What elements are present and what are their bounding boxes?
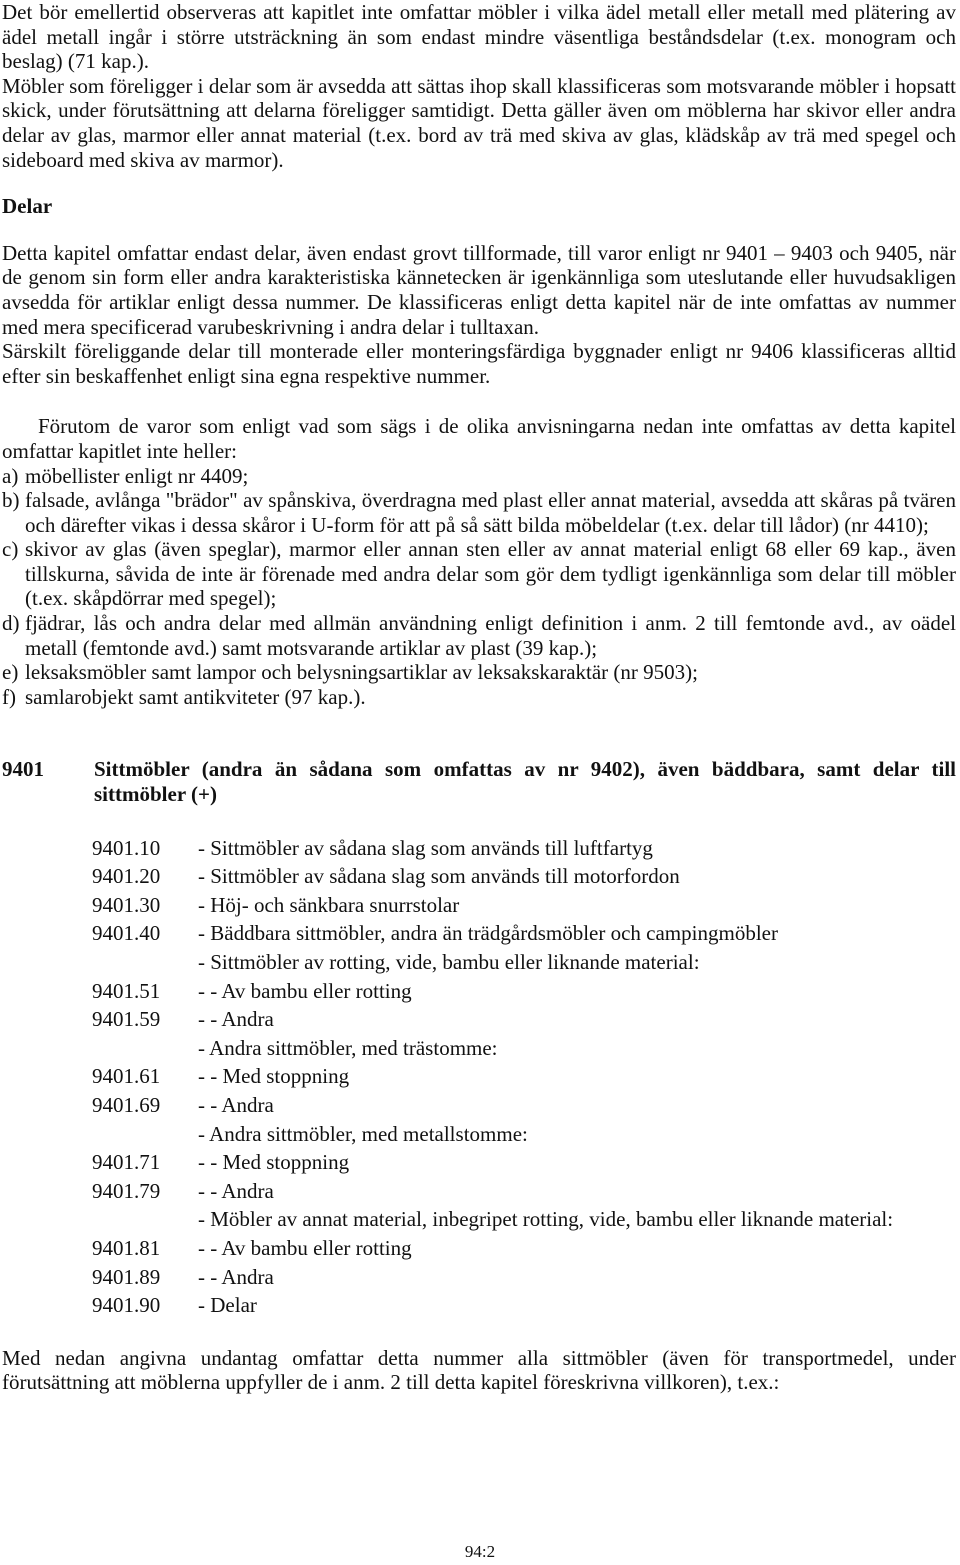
code-number: 9401.89 <box>92 1264 161 1289</box>
code-number: 9401.90 <box>92 1293 161 1318</box>
list-item <box>2 537 956 611</box>
code-number: 9401.69 <box>92 1092 161 1117</box>
code-description: - Sittmöbler av sådana slag som används till motorfordon <box>198 864 680 889</box>
code-row <box>92 1062 956 1091</box>
list-letter: c) <box>2 537 19 562</box>
code-row <box>92 948 956 977</box>
document-page <box>2 0 956 1395</box>
code-number: 9401.71 <box>92 1150 161 1175</box>
intro-paragraph-1: Det bör emellertid observeras att kapitlet inte omfattar möbler i vilka ädel metall eller metall med plätering av ädel metall ingår i större utsträckning än som endast mindre väsentliga beståndsdelar (t.ex. monogram och beslag) (71 kap.). <box>2 0 956 74</box>
closing-paragraph: Med nedan angivna undantag omfattar detta nummer alla sittmöbler (även för transportmedel, under förutsättning att möblerna uppfyller de i anm. 2 till detta kapitel föreskrivna villkoren), t.ex.: <box>2 1345 956 1395</box>
code-number: 9401.79 <box>92 1178 161 1203</box>
code-row <box>92 1177 956 1206</box>
delar-heading: Delar <box>2 194 53 219</box>
list-text: skivor av glas (även speglar), marmor eller annan sten eller av annat material enligt 68 eller 69 kap., även tillskurna, såvida de inte är förenade med andra delar som gör dem tydligt igenkännliga som delar till möbler (t.ex. skåpdörrar med spegel); <box>25 537 956 611</box>
code-row <box>92 891 956 920</box>
code-number <box>92 1120 198 1149</box>
list-item <box>2 685 956 710</box>
list-letter: a) <box>2 463 19 488</box>
code-row <box>92 1234 956 1263</box>
code-row <box>92 1148 956 1177</box>
intro-paragraph-2: Möbler som föreligger i delar som är avsedda att sättas ihop skall klassificeras som motsvarande möbler i hopsatt skick, under förutsättning att delarna föreligger samtidigt. Detta gäller även om möblerna har skivor eller andra delar av glas, marmor eller annat material (t.ex. bord av trä med skiva av glas, klädskåp av trä med spegel och sideboard med skiva av marmor). <box>2 73 956 172</box>
code-row <box>92 919 956 948</box>
code-row <box>92 834 956 863</box>
code-description: - Höj- och sänkbara snurrstolar <box>198 892 460 917</box>
list-item <box>2 488 956 537</box>
code-description: - - Med stoppning <box>198 1150 350 1175</box>
code-description: - - Av bambu eller rotting <box>198 978 412 1003</box>
code-number: 9401.81 <box>92 1235 161 1260</box>
tariff-code-list <box>92 834 956 1320</box>
code-description: - - Av bambu eller rotting <box>198 1235 412 1260</box>
list-letter: f) <box>2 684 16 709</box>
list-text: leksaksmöbler samt lampor och belysningsartiklar av leksakskaraktär (nr 9503); <box>25 660 698 685</box>
section-title: Sittmöbler (andra än sådana som omfattas av nr 9402), även bäddbara, samt delar till sittmöbler (+) <box>94 757 956 807</box>
list-letter: b) <box>2 488 20 513</box>
code-number <box>92 1205 198 1234</box>
section-number: 9401 <box>2 757 44 782</box>
code-description: - Andra sittmöbler, med trästomme: <box>198 1035 498 1060</box>
code-number: 9401.30 <box>92 892 161 917</box>
code-number: 9401.40 <box>92 921 161 946</box>
code-description: - Sittmöbler av sådana slag som används till luftfartyg <box>198 835 653 860</box>
code-number <box>92 1034 198 1063</box>
list-item <box>2 660 956 685</box>
code-description: - Andra sittmöbler, med metallstomme: <box>198 1121 528 1146</box>
code-description: - - Med stoppning <box>198 1064 350 1089</box>
code-description: - Delar <box>198 1293 257 1318</box>
code-row <box>92 1091 956 1120</box>
code-row <box>92 977 956 1006</box>
code-row <box>92 1034 956 1063</box>
code-number: 9401.51 <box>92 978 161 1003</box>
code-number: 9401.10 <box>92 835 161 860</box>
list-text: möbellister enligt nr 4409; <box>25 463 249 488</box>
code-number: 9401.20 <box>92 864 161 889</box>
list-text: samlarobjekt samt antikviteter (97 kap.). <box>25 684 366 709</box>
delar-paragraph-1: Detta kapitel omfattar endast delar, även endast grovt tillformade, till varor enligt nr 9401 – 9403 och 9405, när de genom sin form eller andra karakteristiska kännetecken är igenkännliga som uteslutande eller huvudsakligen avsedda för artiklar enligt dessa nummer. De klassificeras enligt detta kapitel när de inte omfattas av nummer med mera specificerad varubeskrivning i andra delar i tulltaxan. <box>2 240 956 339</box>
code-description: - - Andra <box>198 1092 274 1117</box>
exclusions-intro: Förutom de varor som enligt vad som sägs i de olika anvisningarna nedan inte omfattas av detta kapitel omfattar kapitlet inte heller: <box>2 414 956 463</box>
section-heading-9401 <box>2 757 956 806</box>
code-description: - - Andra <box>198 1178 274 1203</box>
delar-paragraph-2: Särskilt föreliggande delar till monterade eller monteringsfärdiga byggnader enligt nr 9406 klassificeras alltid efter sin beskaffenhet enligt sina egna respektive nummer. <box>2 339 956 388</box>
code-row <box>92 1120 956 1149</box>
code-row <box>92 1205 956 1234</box>
list-letter: d) <box>2 611 20 636</box>
page-number: 94:2 <box>464 1542 496 1561</box>
code-description: - Sittmöbler av rotting, vide, bambu eller liknande material: <box>198 950 700 974</box>
list-item <box>2 611 956 660</box>
code-row <box>92 1263 956 1292</box>
code-description: - - Andra <box>198 1007 274 1032</box>
code-description: - - Andra <box>198 1264 274 1289</box>
exclusions-list <box>2 464 956 710</box>
code-number: 9401.59 <box>92 1007 161 1032</box>
list-item <box>2 464 956 489</box>
code-row <box>92 862 956 891</box>
code-description: - Möbler av annat material, inbegripet rotting, vide, bambu eller liknande material: <box>198 1207 894 1232</box>
list-text: falsade, avlånga "brädor" av spånskiva, överdragna med plast eller annat material, avsedda att skåras på tvären och därefter vikas i dessa skåror i U-form för att på så sätt bilda möbeldelar (t.ex. delar till lådor) (nr 4410); <box>25 488 956 537</box>
code-row <box>92 1291 956 1320</box>
code-description: - Bäddbara sittmöbler, andra än trädgårdsmöbler och campingmöbler <box>198 921 778 946</box>
code-row <box>92 1005 956 1034</box>
code-number <box>92 948 198 977</box>
code-number: 9401.61 <box>92 1064 161 1089</box>
list-text: fjädrar, lås och andra delar med allmän användning enligt definition i anm. 2 till femtonde avd., av oädel metall (femtonde avd.) samt motsvarande artiklar av plast (39 kap.); <box>25 611 956 660</box>
list-letter: e) <box>2 660 19 685</box>
